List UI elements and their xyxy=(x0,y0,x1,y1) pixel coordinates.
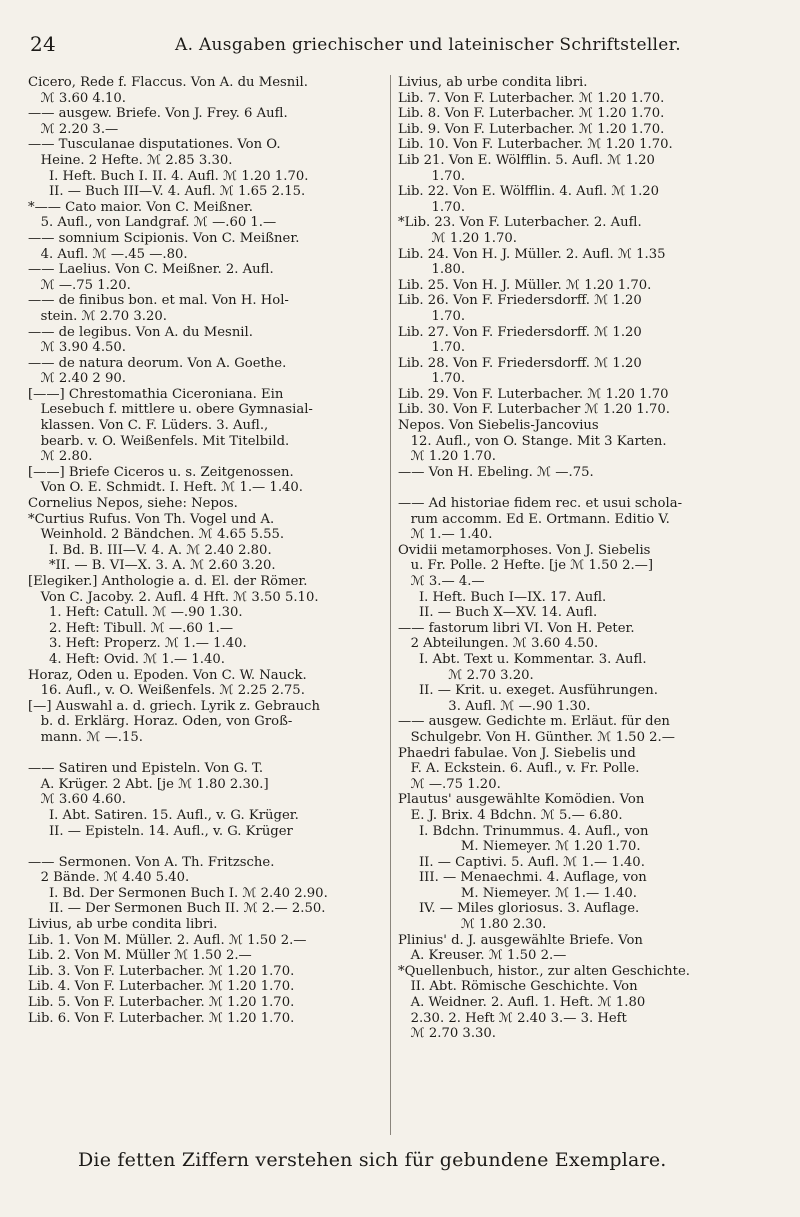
catalog-line: Lib. 4. Von F. Luterbacher. ℳ 1.20 1.70. xyxy=(28,979,295,995)
catalog-line: 1.70. xyxy=(398,199,466,215)
catalog-line: I. Abt. Satiren. 15. Aufl., v. G. Krüger. xyxy=(28,807,299,823)
catalog-line: 1.70. xyxy=(398,308,466,324)
catalog-line: ℳ 3.— 4.— xyxy=(398,574,485,589)
catalog-line: 1.70. xyxy=(398,340,466,356)
catalog-line: 1.70. xyxy=(398,168,466,184)
catalog-line: IV. — Miles gloriosus. 3. Auflage. xyxy=(398,901,640,917)
catalog-line: klassen. Von C. F. Lüders. 3. Aufl., xyxy=(28,418,269,434)
catalog-line: Lib. 9. Von F. Luterbacher. ℳ 1.20 1.70. xyxy=(398,121,665,137)
catalog-line: Cornelius Nepos, siehe: Nepos. xyxy=(28,496,238,512)
catalog-line: II. — Buch III—V. 4. Aufl. ℳ 1.65 2.15. xyxy=(28,184,306,200)
catalog-line: 3. Aufl. ℳ —.90 1.30. xyxy=(398,698,591,714)
catalog-line: A. Krüger. 2 Abt. [je ℳ 1.80 2.30.] xyxy=(28,776,269,792)
catalog-line: —— Tusculanae disputationes. Von O. xyxy=(28,137,281,153)
catalog-line: Lib. 8. Von F. Luterbacher. ℳ 1.20 1.70. xyxy=(398,106,665,122)
catalog-line: Lib. 24. Von H. J. Müller. 2. Aufl. ℳ 1.35 xyxy=(398,246,666,262)
catalog-line: *II. — B. VI—X. 3. A. ℳ 2.60 3.20. xyxy=(28,558,276,574)
catalog-line: —— Laelius. Von C. Meißner. 2. Aufl. xyxy=(28,262,274,278)
right-column xyxy=(398,75,768,1042)
column-divider xyxy=(390,75,391,1135)
catalog-line: I. Bdchn. Trinummus. 4. Aufl., von xyxy=(398,823,649,839)
catalog-line: 2. Heft: Tibull. ℳ —.60 1.— xyxy=(28,620,234,636)
catalog-line: Lib. 1. Von M. Müller. 2. Aufl. ℳ 1.50 2.— xyxy=(28,932,307,948)
catalog-line: I. Bd. Der Sermonen Buch I. ℳ 2.40 2.90. xyxy=(28,885,328,901)
catalog-line: Plautus' ausgewählte Komödien. Von xyxy=(398,792,645,808)
catalog-line: 1. Heft: Catull. ℳ —.90 1.30. xyxy=(28,605,243,621)
catalog-line: *Quellenbuch, histor., zur alten Geschichte. xyxy=(398,963,690,979)
catalog-line: Lib. 26. Von F. Friedersdorff. ℳ 1.20 xyxy=(398,293,642,309)
catalog-line: rum accomm. Ed E. Ortmann. Editio V. xyxy=(398,511,670,527)
catalog-line: Heine. 2 Hefte. ℳ 2.85 3.30. xyxy=(28,152,233,168)
catalog-line: Lib. 22. Von E. Wölfflin. 4. Aufl. ℳ 1.20 xyxy=(398,184,660,200)
catalog-line: Weinhold. 2 Bändchen. ℳ 4.65 5.55. xyxy=(28,527,285,543)
catalog-line: ℳ 1.20 1.70. xyxy=(398,449,496,465)
catalog-line: —— Von H. Ebeling. ℳ —.75. xyxy=(398,464,594,480)
catalog-line: —— somnium Scipionis. Von C. Meißner. xyxy=(28,230,300,246)
catalog-line: u. Fr. Polle. 2 Hefte. [je ℳ 1.50 2.—] xyxy=(398,558,653,574)
catalog-line: stein. ℳ 2.70 3.20. xyxy=(28,308,167,324)
catalog-line: II. Abt. Römische Geschichte. Von xyxy=(398,979,638,995)
catalog-line: Von C. Jacoby. 2. Aufl. 4 Hft. ℳ 3.50 5.10. xyxy=(28,589,319,605)
catalog-line: —— Sermonen. Von A. Th. Fritzsche. xyxy=(28,854,275,870)
catalog-line: Nepos. Von Siebelis-Jancovius xyxy=(398,418,599,434)
catalog-line: Lib. 27. Von F. Friedersdorff. ℳ 1.20 xyxy=(398,324,642,340)
catalog-line xyxy=(28,746,398,762)
catalog-line: [——] Chrestomathia Ciceroniana. Ein xyxy=(28,386,284,402)
catalog-line: b. d. Erklärg. Horaz. Oden, von Groß- xyxy=(28,714,293,730)
catalog-line: —— ausgew. Gedichte m. Erläut. für den xyxy=(398,714,670,730)
catalog-line: ℳ —.75 1.20. xyxy=(398,776,501,792)
catalog-line: [—] Auswahl a. d. griech. Lyrik z. Gebrauch xyxy=(28,698,320,714)
catalog-line: II. — Der Sermonen Buch II. ℳ 2.— 2.50. xyxy=(28,901,326,917)
page-header xyxy=(30,32,760,58)
catalog-line: II. — Buch X—XV. 14. Aufl. xyxy=(398,605,598,621)
catalog-line: *Curtius Rufus. Von Th. Vogel und A. xyxy=(28,511,275,527)
catalog-line: Von O. E. Schmidt. I. Heft. ℳ 1.— 1.40. xyxy=(28,480,303,496)
catalog-line: 16. Aufl., v. O. Weißenfels. ℳ 2.25 2.75. xyxy=(28,683,305,699)
catalog-line: —— Satiren und Episteln. Von G. T. xyxy=(28,761,264,777)
catalog-line: ℳ 2.80. xyxy=(28,449,93,465)
catalog-line: ℳ 2.20 3.— xyxy=(28,121,119,137)
catalog-line: A. Kreuser. ℳ 1.50 2.— xyxy=(398,948,567,964)
catalog-line: *Lib. 23. Von F. Luterbacher. 2. Aufl. xyxy=(398,215,642,231)
catalog-line: Lib. 25. Von H. J. Müller. ℳ 1.20 1.70. xyxy=(398,277,652,293)
catalog-line: ℳ —.75 1.20. xyxy=(28,277,131,293)
catalog-line: ℳ 3.60 4.10. xyxy=(28,90,126,106)
running-title: A. Ausgaben griechischer und lateinischer Schriftsteller. xyxy=(175,35,681,55)
catalog-line: Lib. 7. Von F. Luterbacher. ℳ 1.20 1.70. xyxy=(398,90,665,106)
catalog-line: mann. ℳ —.15. xyxy=(28,729,143,745)
catalog-line: M. Niemeyer. ℳ 1.— 1.40. xyxy=(398,885,637,901)
catalog-line: 2 Abteilungen. ℳ 3.60 4.50. xyxy=(398,636,599,652)
catalog-line: —— ausgew. Briefe. Von J. Frey. 6 Aufl. xyxy=(28,106,288,122)
catalog-line: 5. Aufl., von Landgraf. ℳ —.60 1.— xyxy=(28,215,277,231)
catalog-line: 4. Heft: Ovid. ℳ 1.— 1.40. xyxy=(28,651,225,667)
catalog-line: —— de finibus bon. et mal. Von H. Hol- xyxy=(28,293,289,309)
catalog-line: Ovidii metamorphoses. Von J. Siebelis xyxy=(398,542,651,558)
page-footer-note: Die fetten Ziffern verstehen sich für gebundene Exemplare. xyxy=(78,1149,667,1171)
catalog-line: [——] Briefe Ciceros u. s. Zeitgenossen. xyxy=(28,464,294,480)
catalog-line: ℳ 2.40 2 90. xyxy=(28,371,126,387)
catalog-line: —— de legibus. Von A. du Mesnil. xyxy=(28,324,253,340)
catalog-line: 12. Aufl., von O. Stange. Mit 3 Karten. xyxy=(398,433,667,449)
catalog-line: Lib 21. Von E. Wölfflin. 5. Aufl. ℳ 1.20 xyxy=(398,152,655,168)
catalog-line: Schulgebr. Von H. Günther. ℳ 1.50 2.— xyxy=(398,729,675,745)
catalog-line: bearb. v. O. Weißenfels. Mit Titelbild. xyxy=(28,433,290,449)
catalog-line: Phaedri fabulae. Von J. Siebelis und xyxy=(398,745,636,761)
catalog-line: 2 Bände. ℳ 4.40 5.40. xyxy=(28,870,190,886)
catalog-line: [Elegiker.] Anthologie a. d. El. der Römer. xyxy=(28,574,308,589)
catalog-line: Lib. 10. Von F. Luterbacher. ℳ 1.20 1.70. xyxy=(398,137,673,153)
catalog-line: ℳ 1.— 1.40. xyxy=(398,527,493,543)
catalog-line: 2.30. 2. Heft ℳ 2.40 3.— 3. Heft xyxy=(398,1010,627,1026)
catalog-line: ℳ 3.60 4.60. xyxy=(28,792,126,808)
catalog-line: M. Niemeyer. ℳ 1.20 1.70. xyxy=(398,839,641,855)
page-number: 24 xyxy=(30,32,57,56)
catalog-line: 3. Heft: Properz. ℳ 1.— 1.40. xyxy=(28,636,247,652)
catalog-line: Horaz, Oden u. Epoden. Von C. W. Nauck. xyxy=(28,667,307,683)
catalog-line: I. Heft. Buch I—IX. 17. Aufl. xyxy=(398,589,607,605)
catalog-line: ℳ 2.70 3.30. xyxy=(398,1026,496,1042)
catalog-line: II. — Episteln. 14. Aufl., v. G. Krüger xyxy=(28,823,293,839)
catalog-line: I. Heft. Buch I. II. 4. Aufl. ℳ 1.20 1.70. xyxy=(28,168,309,184)
catalog-line: Cicero, Rede f. Flaccus. Von A. du Mesnil. xyxy=(28,75,308,90)
catalog-line: Lib. 5. Von F. Luterbacher. ℳ 1.20 1.70. xyxy=(28,995,295,1011)
catalog-line: Livius, ab urbe condita libri. xyxy=(398,75,588,90)
catalog-line: Lib. 28. Von F. Friedersdorff. ℳ 1.20 xyxy=(398,355,642,371)
catalog-line: ℳ 3.90 4.50. xyxy=(28,340,126,356)
catalog-line: III. — Menaechmi. 4. Auflage, von xyxy=(398,870,647,886)
catalog-line: 1.80. xyxy=(398,262,466,278)
catalog-line: Lib. 6. Von F. Luterbacher. ℳ 1.20 1.70. xyxy=(28,1010,295,1026)
catalog-line: II. — Captivi. 5. Aufl. ℳ 1.— 1.40. xyxy=(398,854,645,870)
catalog-line: F. A. Eckstein. 6. Aufl., v. Fr. Polle. xyxy=(398,761,640,777)
catalog-line: Livius, ab urbe condita libri. xyxy=(28,917,218,933)
catalog-line: —— Ad historiae fidem rec. et usui schola- xyxy=(398,496,683,512)
catalog-line: 4. Aufl. ℳ —.45 —.80. xyxy=(28,246,188,262)
catalog-line xyxy=(398,480,768,496)
catalog-line: 1.70. xyxy=(398,371,466,387)
catalog-line: —— fastorum libri VI. Von H. Peter. xyxy=(398,620,635,636)
catalog-line: ℳ 2.70 3.20. xyxy=(398,667,534,683)
catalog-line: A. Weidner. 2. Aufl. 1. Heft. ℳ 1.80 xyxy=(398,995,646,1011)
catalog-line: Lib. 3. Von F. Luterbacher. ℳ 1.20 1.70. xyxy=(28,963,295,979)
catalog-line xyxy=(28,839,398,855)
catalog-line: I. Bd. B. III—V. 4. A. ℳ 2.40 2.80. xyxy=(28,542,272,558)
catalog-line: E. J. Brix. 4 Bdchn. ℳ 5.— 6.80. xyxy=(398,807,623,823)
catalog-line: ℳ 1.20 1.70. xyxy=(398,230,517,246)
catalog-line: Lib. 30. Von F. Luterbacher ℳ 1.20 1.70. xyxy=(398,402,670,418)
catalog-line: ℳ 1.80 2.30. xyxy=(398,917,547,933)
catalog-line: Lesebuch f. mittlere u. obere Gymnasial- xyxy=(28,402,313,418)
catalog-line: Lib. 2. Von M. Müller ℳ 1.50 2.— xyxy=(28,948,252,964)
left-column xyxy=(28,75,398,1026)
catalog-line: II. — Krit. u. exeget. Ausführungen. xyxy=(398,683,658,699)
catalog-line: —— de natura deorum. Von A. Goethe. xyxy=(28,355,287,371)
catalog-line: I. Abt. Text u. Kommentar. 3. Aufl. xyxy=(398,651,647,667)
catalog-line: Lib. 29. Von F. Luterbacher. ℳ 1.20 1.70 xyxy=(398,386,669,402)
catalog-line: Plinius' d. J. ausgewählte Briefe. Von xyxy=(398,932,643,948)
catalog-line: *—— Cato maior. Von C. Meißner. xyxy=(28,199,253,215)
